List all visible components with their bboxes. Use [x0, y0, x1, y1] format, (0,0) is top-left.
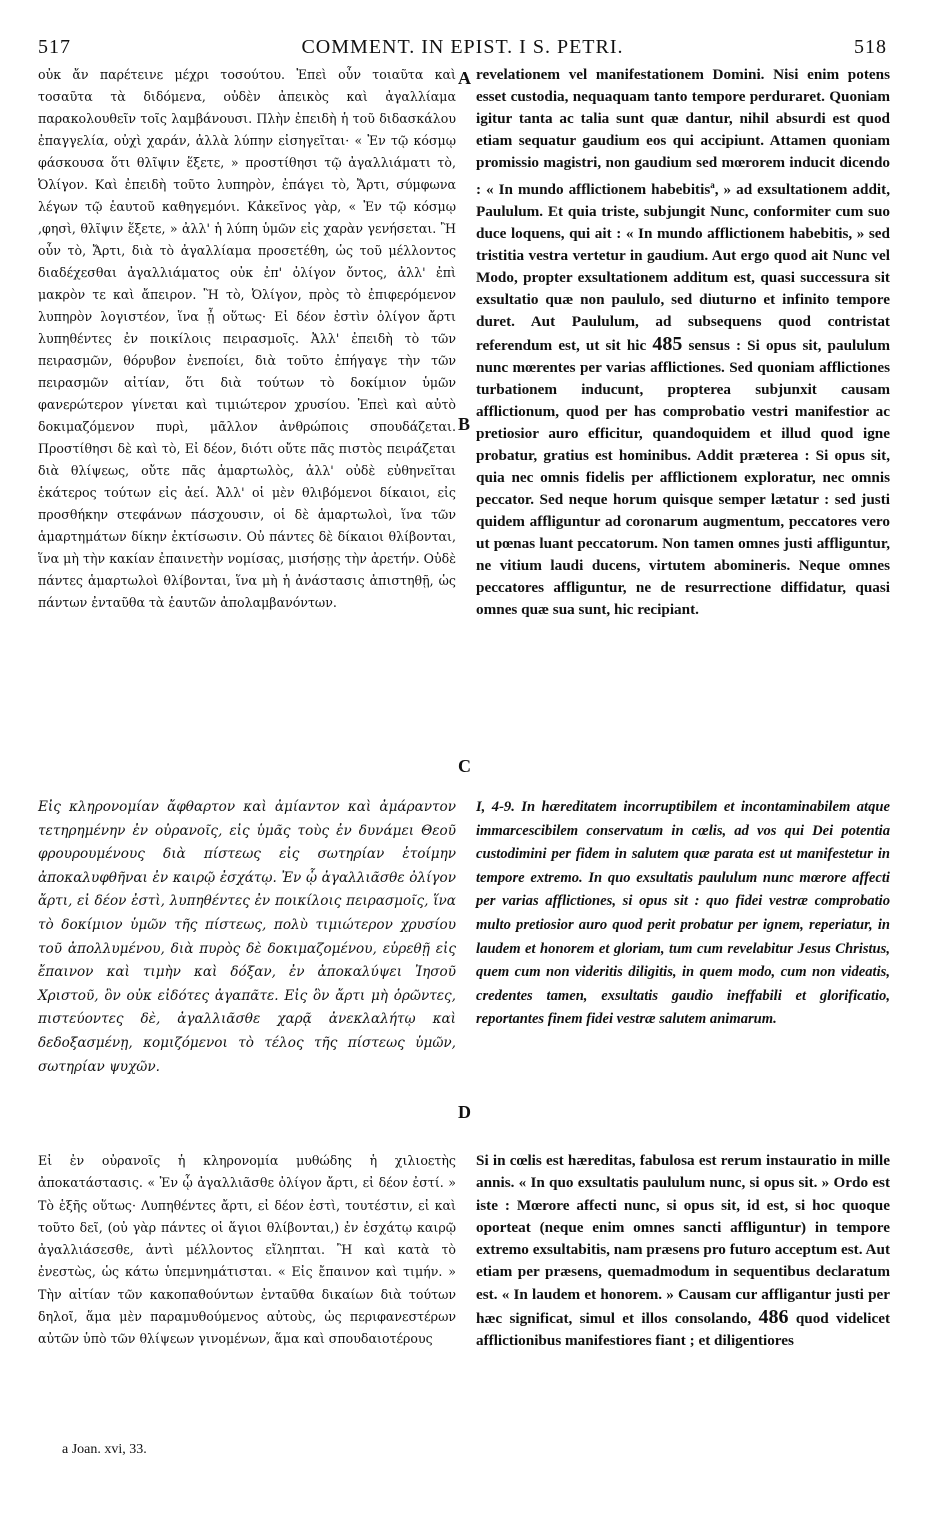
- greek-commentary-paragraph-1: οὐκ ἄν παρέτεινε μέχρι τοσούτου. Ἐπεὶ οὖν τοιαῦτα καὶ τοσαῦτα τὰ διδόμενα, οὐδὲν ἀπεικὸς καὶ ἀγαλλίαμα παρακολουθεῖν τοῖς λαμβάνουσι. Πλὴν ἐπειδὴ ἡ τοῦ διδασκάλου ἐπαγγελία, οὐχὶ χαράν, ἀλλὰ λύπην εἰσηγεῖται· « Ἐν τῷ κόσμῳ φάσκουσα ὅτι θλῖψιν ἕξετε, » προστίθησι τῷ ἀγαλλιάματι τὸ, Ὀλίγον. Καὶ ἐπειδὴ τοῦτο λυπηρὸν, ἐπάγει τὸ, Ἄρτι, σύμφωνα λέγων τῷ ἑαυτοῦ καθηγεμόνι. Κἀκεῖνος γὰρ, « Ἐν τῷ κόσμῳ ,φησὶ, θλῖψιν ἕξετε, » ἀλλ' ἡ λύπη ὑμῶν εἰς χαρὰν γενήσεται. Ἢ οὖν τὸ, Ἄρτι, διὰ τὸ ἀγαλλίαμα προσετέθη, ὡς τοῦ μέλλοντος διαδέχεσθαι ἀγαλλιάματος οὐκ ἐπ' ὀλίγον ὄντος, ἀλλ' ἐπὶ μακρὸν τε καὶ ἄπειρον. Ἢ τὸ, Ὀλίγον, πρὸς τὸ ἐπιφερόμενον λυπηρὸν λογιστέον, ἵνα ᾖ οὕτως· Εἰ δέον ἐστὶν ὀλίγον ἄρτι λυπηθέντες ἐν ποικίλοις πειρασμοῖς. Ἀλλ' ἐπειδὴ τὸ τῶν πειρασμῶν, θόρυβον ἐνεποίει, διὰ τοῦτο ἐπήγαγε τὴν τῶν πειρασμῶν αἰτίαν, ὅτι διὰ τούτων τὸ δοκίμιον ὑμῶν φανερώτερον γίνεται καὶ τιμιώτερον χρυσίου. Ἐπεὶ καὶ αὐτὸ δοκιμαζόμενον πυρὶ, μᾶλλον ἀνθρώποις σπουδάζεται. Προστίθησι δὲ καὶ τὸ, Εἰ δέον, διότι οὔτε πᾶς πιστὸς πειράζεται διὰ θλίψεως, οὔτε πᾶς ἁμαρτωλὸς, ἀλλ' οὐδὲ εὐθηνεῖται ἑκάτερος τούτων εἰς ἀεί. Ἀλλ' οἱ μὲν θλιβόμενοι δίκαιοι, εἰς προσθήκην στεφάνων πάσχουσιν, οἱ δὲ ἁμαρτωλοὶ, ἵνα τῶν ἁμαρτημάτων δίκην ἐκτίσωσιν. Οὐ πάντες δὲ δίκαιοι θλίβονται, ἵνα μὴ τὴν κακίαν ἐπαινετὴν νομίσας, μισήσῃς τὴν ἀρετήν. Οὐδὲ πάντες ἁμαρτωλοὶ θλίβονται, ἵνα μὴ ἡ ἀνάστασις ἀπιστηθῇ, ὡς πάντων ἐνταῦθα τὰ ἑαυτῶν ἀπολαμβανόντων.: [38, 67, 456, 610]
- latin-text-segment: sensus : Si opus sit, paululum nunc mœrentes per varias afflictiones. Sed quoniam afflictiones turbationem inducunt, propterea subjunxit causam afflictionum, quod per has comprobatio vestri manifestior ac pretiosior auro efficitur, quandoquidem et illud quod igne probatur, gratius est hominibus. Addit præterea : Si opus sit, quia nec omnis fidelis per afflictionem exploratur, nec omnis peccator. Sed neque horum quisque semper lætatur : sed justi quidem affliguntur ad coronarum augmentum, peccatores vero ut pœnas luant peccatorum. Non tamen omnes justi affliguntur, ne vitium laudi ducens, virtutem abomineris. Neque omnes peccatores affliguntur, ne de resurrectione diffidatur, quasi omnes quæ sua sunt, hic recipiant.: [476, 337, 891, 619]
- latin-text-segment: Si in cœlis est hæreditas, fabulosa est rerum instauratio in mille annis. « In quo exsultatis paululum nunc, si opus sit. » Ordo est iste : Mœrore affecti nunc, si opus sit, id est, si hoc quoque oporteat (neque enim omnes sancti affliguntur) in tempore extremo exsultabitis, nam præsens pro futuro acceptum est. Aut etiam per præsens, quemadmodum in sequentibus declaratum est. « In laudem et honorem. » Causam cur affligantur justi per hæc significat, simul et illos consolando,: [476, 1152, 890, 1328]
- latin-text-segment: revelationem vel manifestationem Domini. Nisi enim potens esset custodia, nequaquam tanto tempore perduraret. Quoniam igitur tanta ac talia sunt quæ dantur, nihil absurdi est quod etiam sequatur gaudium eos qui accipiunt. Attamen quoniam promissio magistri, non gaudium sed mœrorem inducit dicendo : « In mundo afflictionem habebitis: [476, 66, 890, 199]
- greek-scripture-passage: Εἰς κληρονομίαν ἄφθαρτον καὶ ἀμίαντον καὶ ἀμάραντον τετηρημένην ἐν οὐρανοῖς, εἰς ὑμᾶς τοὺς ἐν δυνάμει Θεοῦ φρουρουμένους διὰ πίστεως εἰς σωτηρίαν ἑτοίμην ἀποκαλυφθῆναι ἐν καιρῷ ἐσχάτῳ. Ἐν ᾧ ἀγαλλιᾶσθε ὀλίγον ἄρτι, εἰ δέον ἐστὶ, λυπηθέντες ἐν ποικίλοις πειρασμοῖς, ἵνα τὸ δοκίμιον ὑμῶν τῆς πίστεως, πολὺ τιμιώτερον χρυσίου τοῦ ἀπολλυμένου, διὰ πυρὸς δὲ δοκιμαζομένου, εὑρεθῇ εἰς ἔπαινον καὶ τιμὴν καὶ δόξαν, ἐν ἀποκαλύψει Ἰησοῦ Χριστοῦ, ὃν οὐκ εἰδότες ἀγαπᾶτε. Εἰς ὃν ἄρτι μὴ ὁρῶντες, πιστεύοντες δὲ, ἀγαλλιᾶσθε χαρᾷ ἀνεκλαλήτῳ καὶ δεδοξασμένῃ, κομιζόμενοι τὸ τέλος τῆς πίστεως ὑμῶν, σωτηρίαν ψυχῶν.: [38, 799, 456, 1075]
- running-header: [38, 36, 887, 60]
- page-number-right: 518: [854, 36, 887, 58]
- running-title: COMMENT. IN EPIST. I S. PETRI.: [301, 36, 624, 58]
- section-marker-c: C: [458, 756, 471, 776]
- section-marker-b: B: [458, 414, 471, 434]
- latin-commentary-paragraph-2: [476, 1150, 890, 1353]
- greek-commentary-paragraph-2: Εἰ ἐν οὐρανοῖς ἡ κληρονομία μυθώδης ἡ χιλιοετὴς ἀποκατάστασις. « Ἐν ᾧ ἀγαλλιᾶσθε ὀλίγον ἄρτι, εἰ δέον ἐστί. » Τὸ ἑξῆς οὕτως· Λυπηθέντες ἄρτι, εἰ δέον ἐστὶ, τουτέστιν, εἰ καὶ τοῦτο δεῖ, (οὐ γὰρ πάντες οἱ ἅγιοι θλίβονται,) ἐν ἐσχάτῳ καιρῷ ἀγαλλιάσεσθε, ἀντὶ μέλλοντος εἴληπται. Ἢ καὶ κατὰ τὸ ἐνεστὼς, ὡς κάτω ὑπεμνημάτισται. « Εἰς ἔπαινον καὶ τιμήν. » Τὴν αἰτίαν τῶν κακοπαθούντων ἐνταῦθα δικαίων διὰ τούτων δηλοῖ, ἅμα μὲν παραμυθούμενος αὐτοὺς, ὡς περιφανεστέρων αὐτῶν ὑπὸ τῶν θλίψεων γινομένων, ἅμα καὶ σπουδαιοτέρους: [38, 1153, 456, 1347]
- latin-text-segment: quod videlicet afflictionibus manifestiores fiant ; et diligentiores: [476, 1310, 891, 1350]
- footnote-reference: a: [710, 180, 715, 190]
- latin-commentary-paragraph-1: [476, 64, 890, 621]
- column-number-485: 485: [652, 333, 683, 356]
- section-marker-d: D: [458, 1102, 471, 1122]
- latin-text-segment: , » ad exsultationem addit, Paululum. Et quia triste, subjungit Nunc, conformiter cum suo duce loquens, qui ait : « In mundo afflictionem habebitis, » sed tristitia vestra vertetur in gaudium. Aut ergo quod ait Nunc vel Modo, propter exsultationem additum est, quasi successura sit exsultatio quæ non paululo, sed diuturno et infinito tempore duret. Aut Paululum, ad subsequens quod contristat referendum est, ut sit hic: [476, 181, 890, 355]
- column-number-486: 486: [758, 1306, 789, 1329]
- footnote: a Joan. xvi, 33.: [62, 1442, 147, 1457]
- latin-scripture-passage: I, 4-9. In hæreditatem incorruptibilem et incontaminabilem atque immarcescibilem conservatum in cœlis, ad vos qui Dei potentia custodimini per fidem in salutem quæ parata est ut manifestetur in tempore extremo. In quo exsultatis paululum nunc mœrore affecti per varias afflictiones, si opus sit : quo fidei vestræ comprobatio multo pretiosior auro quod perit probatur per ignem, reperiatur, in laudem et honorem et gloriam, tum cum revelabitur Jesus Christus, quem cum non videritis diligitis, in quem modo, cum non videatis, credentes tamen, exsultatis gaudio ineffabili et glorificatio, reportantes finem fidei vestræ salutem animarum.: [476, 799, 890, 1028]
- page-number-left: 517: [38, 36, 71, 58]
- section-marker-a: A: [458, 68, 471, 88]
